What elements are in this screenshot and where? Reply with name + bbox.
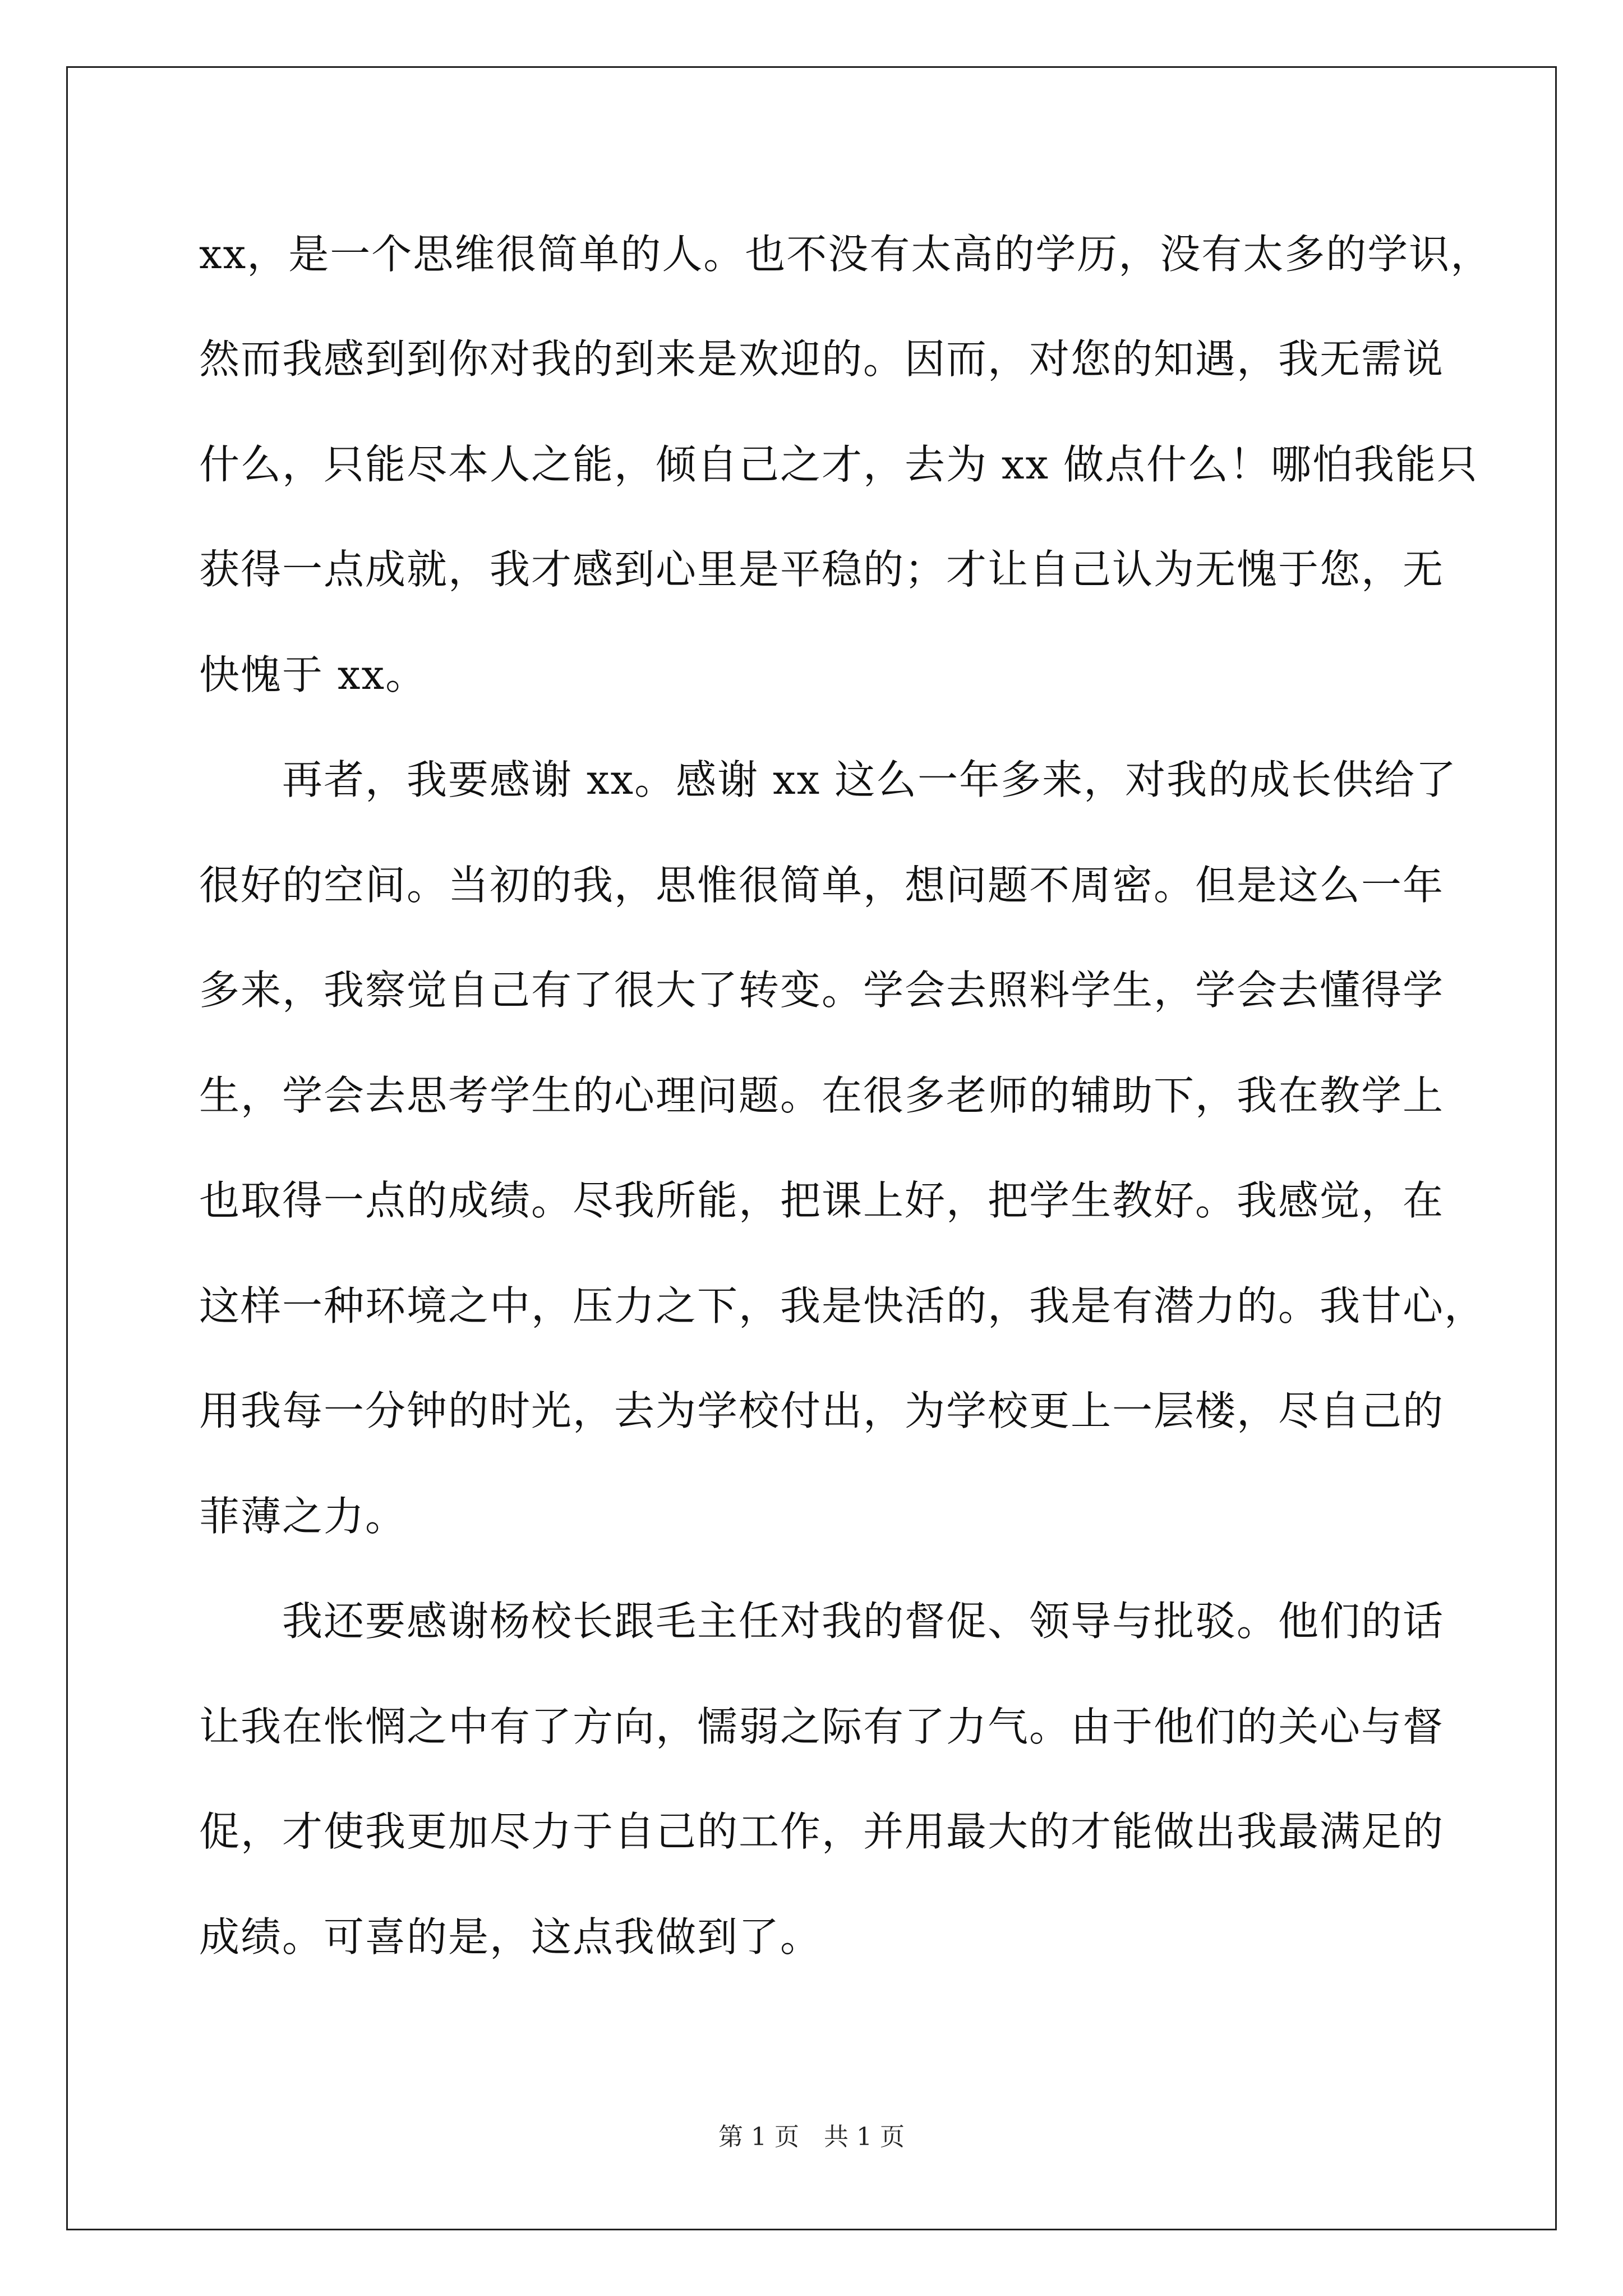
text-line: 什么，只能尽本人之能，倾自己之才，去为 xx 做点什么！哪怕我能只 [199, 441, 1478, 488]
text-line: 也取得一点的成绩。尽我所能，把课上好，把学生教好。我感觉，在 [199, 1177, 1445, 1224]
text-line: 这样一种环境之中，压力之下，我是快活的，我是有潜力的。我甘心， [199, 1282, 1486, 1329]
text-line: 很好的空间。当初的我，思惟很简单，想问题不周密。但是这么一年 [199, 862, 1445, 909]
text-line: 然而我感到到你对我的到来是欢迎的。因而，对您的知遇，我无需说 [199, 335, 1445, 383]
text-line: 用我每一分钟的时光，去为学校付出，为学校更上一层楼，尽自己的 [199, 1387, 1445, 1434]
text-line: 生，学会去思考学生的心理问题。在很多老师的辅助下，我在教学上 [199, 1072, 1445, 1119]
text-line: 再者，我要感谢 xx。感谢 xx 这么一年多来，对我的成长供给了 [199, 756, 1458, 803]
text-line: 多来，我察觉自己有了很大了转变。学会去照料学生，学会去懂得学 [199, 967, 1445, 1014]
text-line: 成绩。可喜的是，这点我做到了。 [199, 1913, 822, 1961]
page-border [66, 66, 1557, 2230]
text-line: 促，才使我更加尽力于自己的工作，并用最大的才能做出我最满足的 [199, 1808, 1445, 1855]
page-number-footer: 第 1 页 共 1 页 [718, 2123, 905, 2151]
text-line: 菲薄之力。 [199, 1493, 407, 1540]
text-line: 快愧于 xx。 [199, 651, 427, 698]
text-line: 让我在怅惘之中有了方向，懦弱之际有了力气。由于他们的关心与督 [199, 1703, 1445, 1750]
text-line: xx，是一个思维很简单的人。也不没有太高的学历，没有太多的学识， [199, 231, 1492, 278]
text-line: 获得一点成就，我才感到心里是平稳的；才让自己认为无愧于您，无 [199, 546, 1445, 593]
text-line: 我还要感谢杨校长跟毛主任对我的督促、领导与批驳。他们的话 [199, 1598, 1445, 1645]
